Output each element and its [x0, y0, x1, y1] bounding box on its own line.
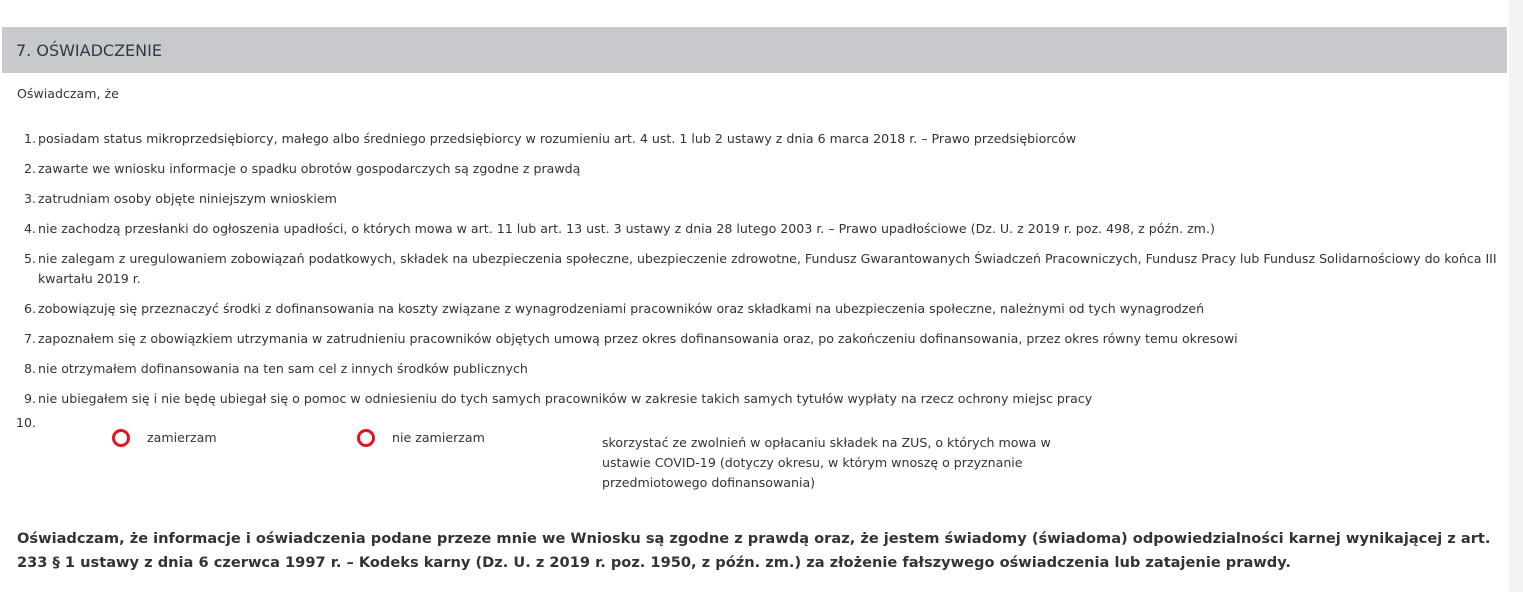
list-item-number: 7. — [23, 331, 36, 346]
list-item — [0, 249, 1510, 289]
list-item-text: nie otrzymałem dofinansowania na ten sam cel z innych środków publicznych — [38, 361, 528, 376]
section-header — [2, 27, 1507, 73]
list-item — [0, 129, 1510, 149]
list-item-number: 5. — [23, 251, 36, 266]
list-item-number: 10. — [15, 415, 36, 430]
list-item-text: posiadam status mikroprzedsiębiorcy, małego albo średniego przedsiębiorcy w rozumieniu art. 4 ust. 1 lub 2 ustawy z dnia 6 marca 2018 r. – Prawo przedsiębiorców — [38, 131, 1077, 146]
list-item-text: nie ubiegałem się i nie będę ubiegał się o pomoc w odniesieniu do tych samych pracowników w zakresie takich samych tytułów wypłaty na rzecz ochrony miejsc pracy — [38, 391, 1093, 406]
final-declaration: Oświadczam, że informacje i oświadczenia podane przeze mnie we Wniosku są zgodne z prawdą oraz, że jestem świadomy (świadoma) odpowiedzialności karnej wynikającej z art. 233 § 1 ustawy z dnia 6 czerwca 1997 r. – Kodeks karny (Dz. U. z 2019 r. poz. 1950, z późn. zm.) za złożenie fałszywego oświadczenia lub zatajenie prawdy. — [17, 530, 1491, 571]
radio-circle-icon[interactable] — [112, 429, 130, 447]
radio-label-nie-zamierzam[interactable]: nie zamierzam — [392, 430, 485, 445]
radio-label-zamierzam[interactable]: zamierzam — [147, 430, 217, 445]
list-item-text: zobowiązuję się przeznaczyć środki z dofinansowania na koszty związane z wynagrodzeniami pracowników oraz składkami na ubezpieczenia społeczne, należnymi od tych wynagrodzeń — [38, 301, 1205, 316]
list-item-number: 9. — [23, 391, 36, 406]
list-item-number: 8. — [23, 361, 36, 376]
list-item-10 — [0, 413, 1510, 503]
radio-option-nie-zamierzam[interactable] — [357, 428, 485, 448]
page-scrollbar[interactable] — [1509, 0, 1523, 592]
list-item-text: nie zalegam z uregulowaniem zobowiązań podatkowych, składek na ubezpieczenia społeczne, ubezpieczenie zdrowotne, Fundusz Gwarantowanych Świadczeń Pracowniczych, Fundusz Pracy lub Fundusz Solidarnościowy do końca III kwartału 2019 r. — [38, 251, 1497, 286]
list-item-number: 1. — [23, 131, 36, 146]
list-item — [0, 189, 1510, 209]
declaration-list — [0, 129, 1510, 419]
list-item-number: 4. — [23, 221, 36, 236]
list-item — [0, 329, 1510, 349]
list-item — [0, 219, 1510, 239]
section-title: 7. OŚWIADCZENIE — [16, 40, 162, 60]
list-item-text: zapoznałem się z obowiązkiem utrzymania w zatrudnieniu pracowników objętych umową przez okres dofinansowania oraz, po zakończeniu dofinansowania, przez okres równy temu okresowi — [38, 331, 1238, 346]
list-item-number: 3. — [23, 191, 36, 206]
list-item — [0, 159, 1510, 179]
list-item-text: nie zachodzą przesłanki do ogłoszenia upadłości, o których mowa w art. 11 lub art. 13 ust. 3 ustawy z dnia 28 lutego 2003 r. – Prawo upadłościowe (Dz. U. z 2019 r. poz. 498, z późn. zm.) — [38, 221, 1215, 236]
list-item — [0, 299, 1510, 319]
list-item-number: 2. — [23, 161, 36, 176]
list-item-number: 6. — [23, 301, 36, 316]
list-item-text: zawarte we wniosku informacje o spadku obrotów gospodarczych są zgodne z prawdą — [38, 161, 581, 176]
item10-description: skorzystać ze zwolnień w opłacaniu składek na ZUS, o których mowa w ustawie COVID-19 (dotyczy okresu, w którym wnoszę o przyznanie przedmiotowego dofinansowania) — [602, 435, 1051, 490]
intro-text: Oświadczam, że — [17, 86, 119, 101]
list-item-text: zatrudniam osoby objęte niniejszym wnioskiem — [38, 191, 337, 206]
radio-circle-icon[interactable] — [357, 429, 375, 447]
list-item — [0, 359, 1510, 379]
radio-option-zamierzam[interactable] — [112, 428, 217, 448]
list-item — [0, 389, 1510, 409]
